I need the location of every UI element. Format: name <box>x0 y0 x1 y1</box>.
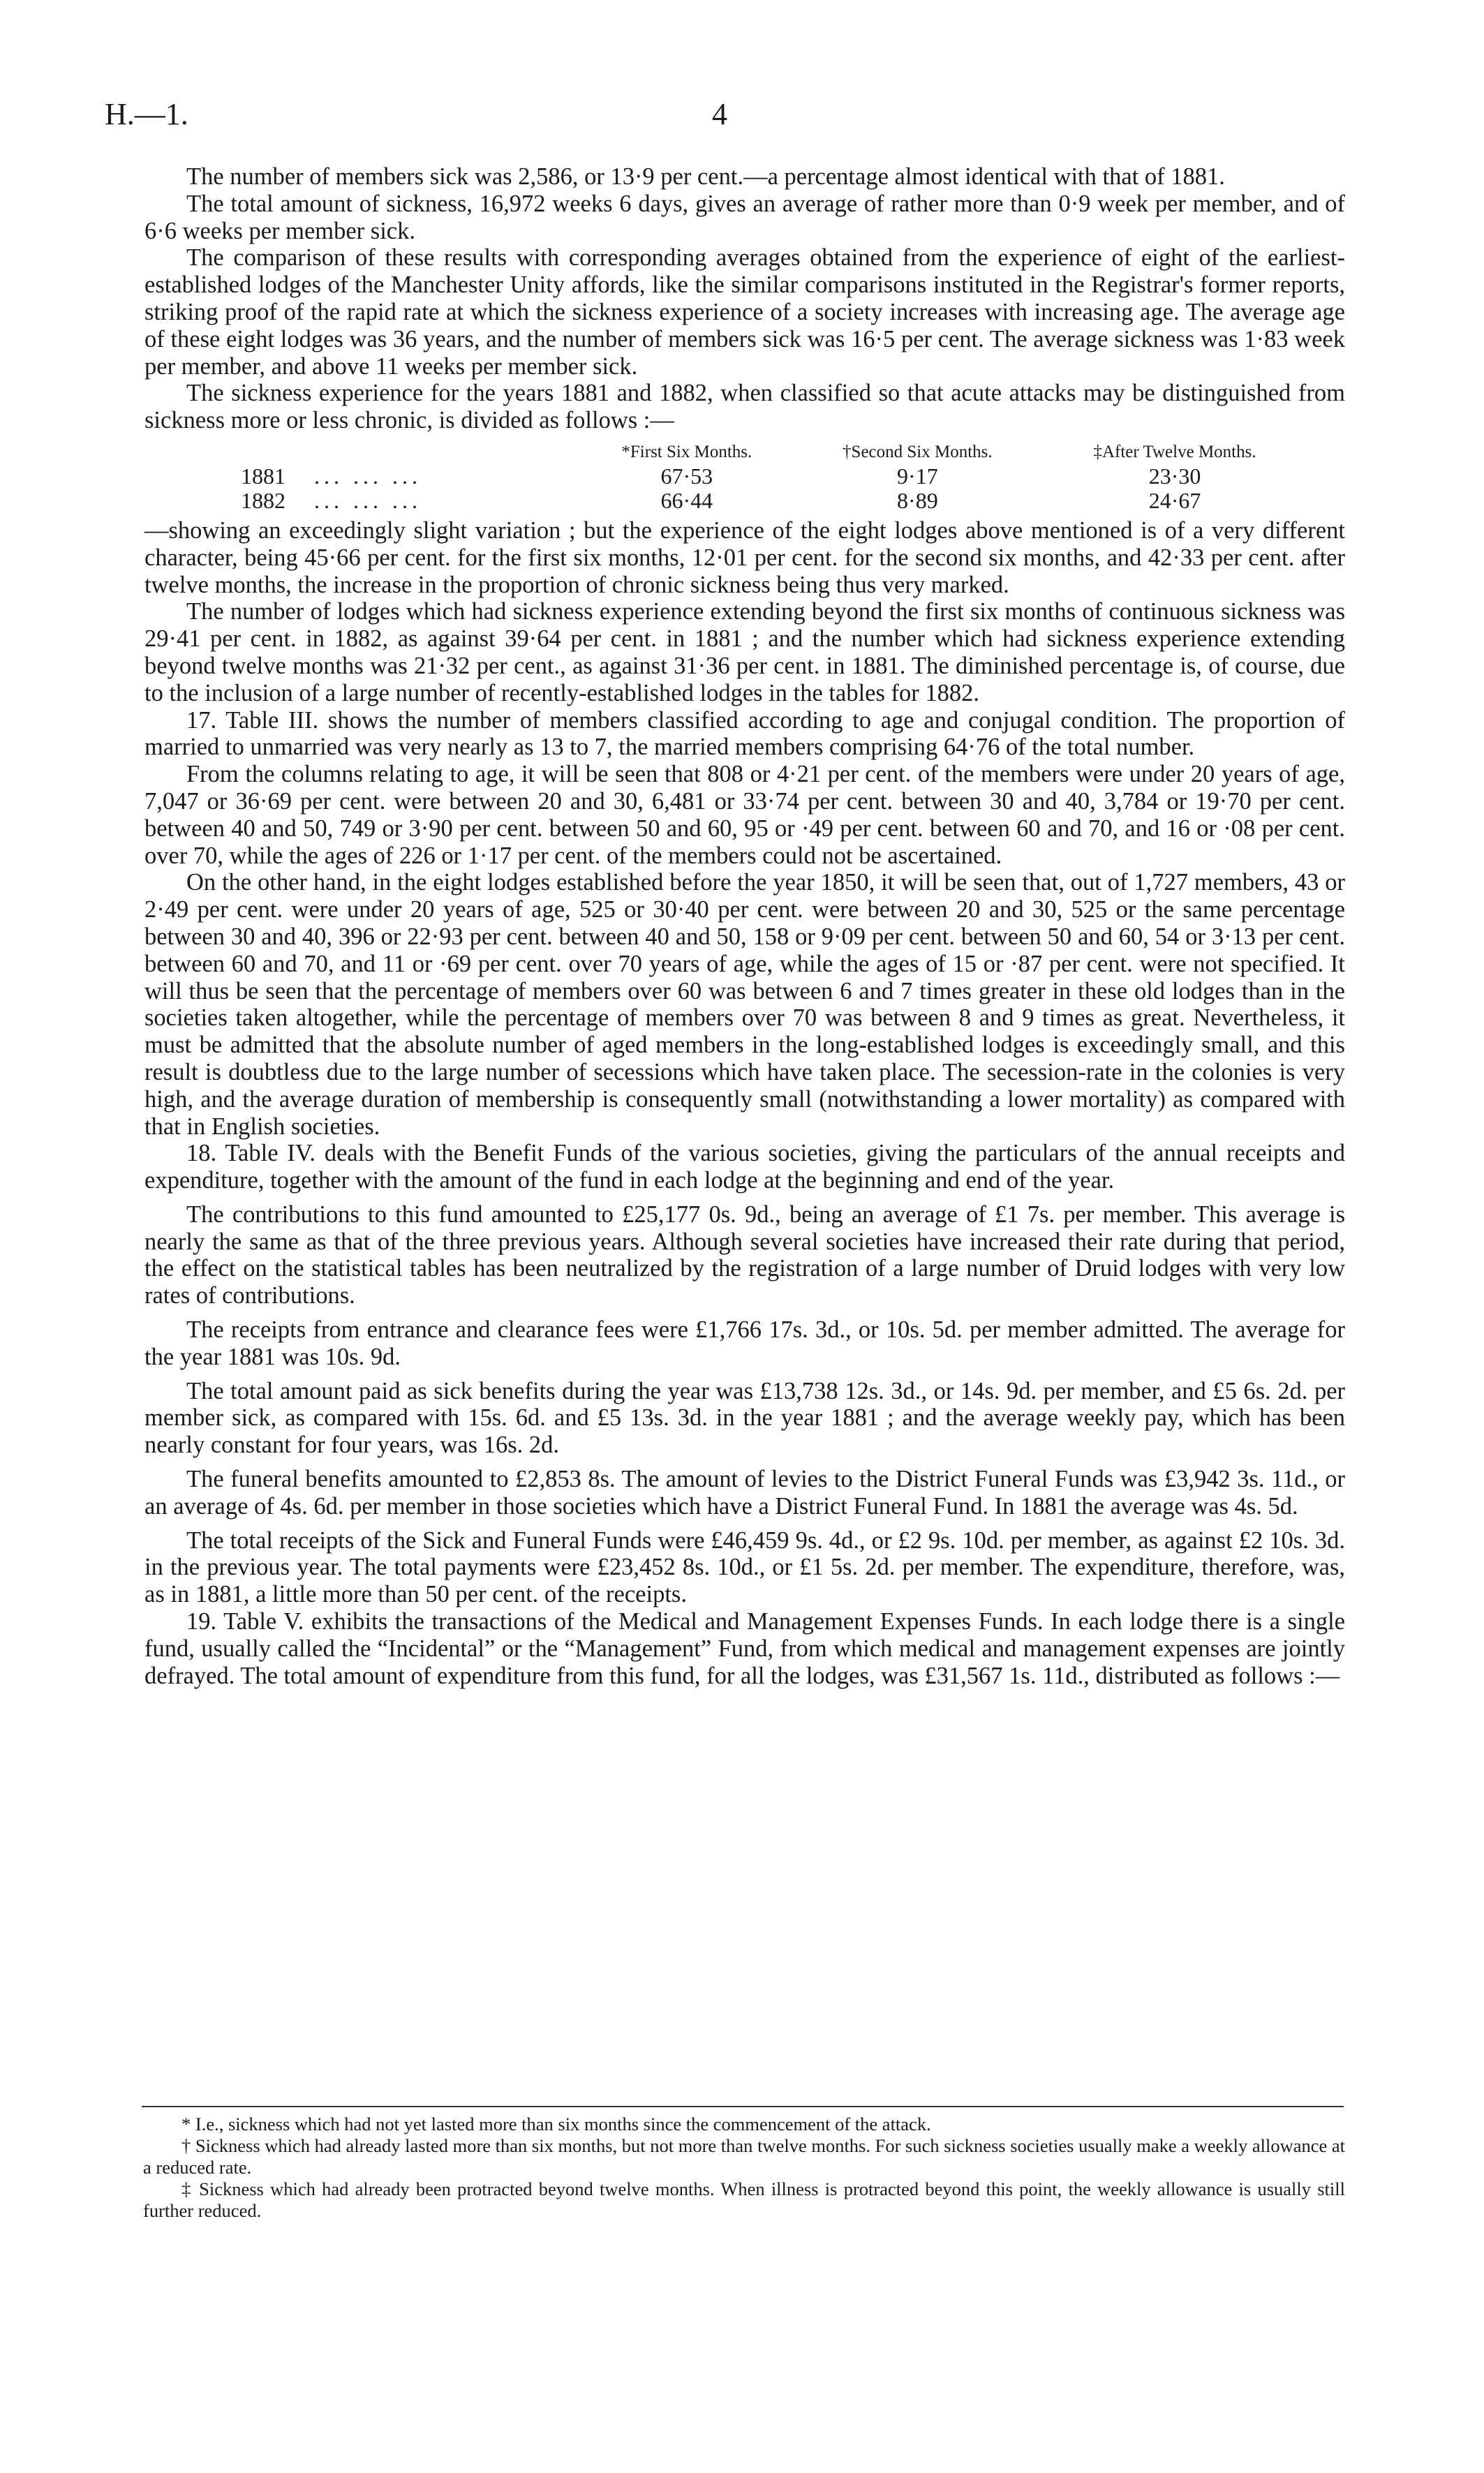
paragraph-total-receipts: The total receipts of the Sick and Funeral Funds were £46,459 9s. 4d., or £2 9s. 10d. per member, as against £2 10s. 3d. in the previous year. The total payments were £23,452 8s. 10d., or £1 5s. 2d. per member. The expenditure, therefore, was, as in 1881, a little more than 50 per cent. of the receipts. <box>144 1527 1345 1608</box>
sickness-experience-table <box>241 440 1309 513</box>
table-row <box>241 464 1309 489</box>
footnote-first-six-months: * I.e., sickness which had not yet lasted more than six months since the commencement of the attack. <box>181 2114 931 2134</box>
column-header-first-six-months: *First Six Months. <box>621 442 752 461</box>
document-reference: H.—1. <box>105 97 188 131</box>
second-six-months-value: 9·17 <box>897 463 938 489</box>
footnote-second-six-months: † Sickness which had already lasted more than six months, but not more than twelve months. For such sickness societies usually make a weekly allowance at a reduced rate. <box>143 2135 1345 2178</box>
leader-dots: ... ... ... <box>314 487 422 513</box>
paragraph-funeral-benefits: The funeral benefits amounted to £2,853 8s. The amount of levies to the District Funeral Funds was £3,942 3s. 11d., or an average of 4s. 6d. per member in those societies which have a District Funeral Fund. In 1881 the average was 4s. 5d. <box>144 1466 1345 1520</box>
column-header-second-six-months: †Second Six Months. <box>843 442 993 461</box>
column-header-after-twelve-months: ‡After Twelve Months. <box>1093 442 1256 461</box>
body-text <box>144 163 1345 1689</box>
paragraph-table-iv: 18. Table IV. deals with the Benefit Funds of the various societies, giving the particulars of the annual receipts and expenditure, together with the amount of the fund in each lodge at the beginning and end of the year. <box>144 1140 1345 1194</box>
paragraph-sickness-classification: The sickness experience for the years 1881 and 1882, when classified so that acute attacks may be distinguished from sickness more or less chronic, is divided as follows :— <box>144 380 1345 434</box>
paragraph-age-columns: From the columns relating to age, it will be seen that 808 or 4·21 per cent. of the members were under 20 years of age, 7,047 or 36·69 per cent. were between 20 and 30, 6,481 or 33·74 per cent. between 30 and 40, 3,784 or 19·70 per cent. between 40 and 50, 749 or 3·90 per cent. between 50 and 60, 95 or ·49 per cent. between 60 and 70, and 16 or ·08 per cent. over 70, while the ages of 226 or 1·17 per cent. of the members could not be ascertained. <box>144 761 1345 869</box>
table-header-row <box>241 440 1309 464</box>
after-twelve-months-value: 24·67 <box>1148 487 1201 513</box>
paragraph-table-v: 19. Table V. exhibits the transactions of the Medical and Management Expenses Funds. In each lodge there is a single fund, usually called the “Incidental” or the “Management” Fund, from which medical and management expenses are jointly defrayed. The total amount of expenditure from this fund, for all the lodges, was £31,567 1s. 11d., distributed as follows :— <box>144 1608 1345 1689</box>
first-six-months-value: 67·53 <box>660 463 713 489</box>
paragraph-contributions: The contributions to this fund amounted to £25,177 0s. 9d., being an average of £1 7s. per member. This average is nearly the same as that of the three previous years. Although several societies have increased their rate during that period, the effect on the statistical tables has been neutralized by the registration of a large number of Druid lodges with very low rates of contributions. <box>144 1201 1345 1309</box>
table-row <box>241 489 1309 513</box>
year-cell: 1882 <box>241 487 285 513</box>
page-header <box>105 96 1340 138</box>
year-cell: 1881 <box>241 463 285 489</box>
paragraph-sick-benefits: The total amount paid as sick benefits during the year was £13,738 12s. 3d., or 14s. 9d. per member, and £5 6s. 2d. per member sick, as compared with 15s. 6d. and £5 13s. 3d. in the year 1881 ; and the average weekly pay, which has been nearly constant for four years, was 16s. 2d. <box>144 1377 1345 1459</box>
paragraph-slight-variation: —showing an exceedingly slight variation ; but the experience of the eight lodges above mentioned is of a very different character, being 45·66 per cent. for the first six months, 12·01 per cent. for the second six months, and 42·33 per cent. after twelve months, the increase in the proportion of chronic sickness being thus very marked. <box>144 517 1345 598</box>
paragraph-total-sickness: The total amount of sickness, 16,972 weeks 6 days, gives an average of rather more than 0·9 week per member, and of 6·6 weeks per member sick. <box>144 190 1345 244</box>
footnote-divider <box>142 2106 1344 2107</box>
footnote-after-twelve-months: ‡ Sickness which had already been protracted beyond twelve months. When illness is protracted beyond this point, the weekly allowance is usually still further reduced. <box>143 2178 1345 2221</box>
leader-dots: ... ... ... <box>314 463 422 489</box>
first-six-months-value: 66·44 <box>660 487 713 513</box>
second-six-months-value: 8·89 <box>897 487 938 513</box>
paragraph-lodges-sickness-experience: The number of lodges which had sickness experience extending beyond the first six months of continuous sickness was 29·41 per cent. in 1882, as against 39·64 per cent. in 1881 ; and the number which had sickness experience extending beyond twelve months was 21·32 per cent., as against 31·36 per cent. in 1881. The diminished percentage is, of course, due to the inclusion of a large number of recently-established lodges in the tables for 1882. <box>144 598 1345 706</box>
after-twelve-months-value: 23·30 <box>1148 463 1201 489</box>
paragraph-table-iii: 17. Table III. shows the number of members classified according to age and conjugal condition. The proportion of married to unmarried was very nearly as 13 to 7, the married members comprising 64·76 of the total number. <box>144 706 1345 761</box>
footnotes <box>143 2114 1345 2222</box>
paragraph-entrance-fees: The receipts from entrance and clearance fees were £1,766 17s. 3d., or 10s. 5d. per member admitted. The average for the year 1881 was 10s. 9d. <box>144 1316 1345 1370</box>
paragraph-members-sick: The number of members sick was 2,586, or 13·9 per cent.—a percentage almost identical with that of 1881. <box>186 163 1225 190</box>
paragraph-manchester-comparison: The comparison of these results with corresponding averages obtained from the experience of eight of the earliest-established lodges of the Manchester Unity affords, like the similar comparisons instituted in the Registrar's former reports, striking proof of the rapid rate at which the sickness experience of a society increases with increasing age. The average age of these eight lodges was 36 years, and the number of members sick was 16·5 per cent. The average sickness was 1·83 week per member, and above 11 weeks per member sick. <box>144 244 1345 380</box>
paragraph-eight-lodges-ages: On the other hand, in the eight lodges established before the year 1850, it will be seen that, out of 1,727 members, 43 or 2·49 per cent. were under 20 years of age, 525 or 30·40 per cent. were between 20 and 30, 525 or the same percentage between 30 and 40, 396 or 22·93 per cent. between 40 and 50, 158 or 9·09 per cent. between 50 and 60, 54 or 3·13 per cent. between 60 and 70, and 11 or ·69 per cent. over 70 years of age, while the ages of 15 or ·87 per cent. were not specified. It will thus be seen that the percentage of members over 60 was between 6 and 7 times greater in these old lodges than in the societies taken altogether, while the percentage of members over 70 was between 8 and 9 times as great. Nevertheless, it must be admitted that the absolute number of aged members in the long-established lodges is exceedingly small, and this result is doubtless due to the large number of secessions which have taken place. The secession-rate in the colonies is very high, and the average duration of membership is consequently small (notwithstanding a lower mortality) as compared with that in English societies. <box>144 869 1345 1140</box>
page-number: 4 <box>712 97 727 131</box>
